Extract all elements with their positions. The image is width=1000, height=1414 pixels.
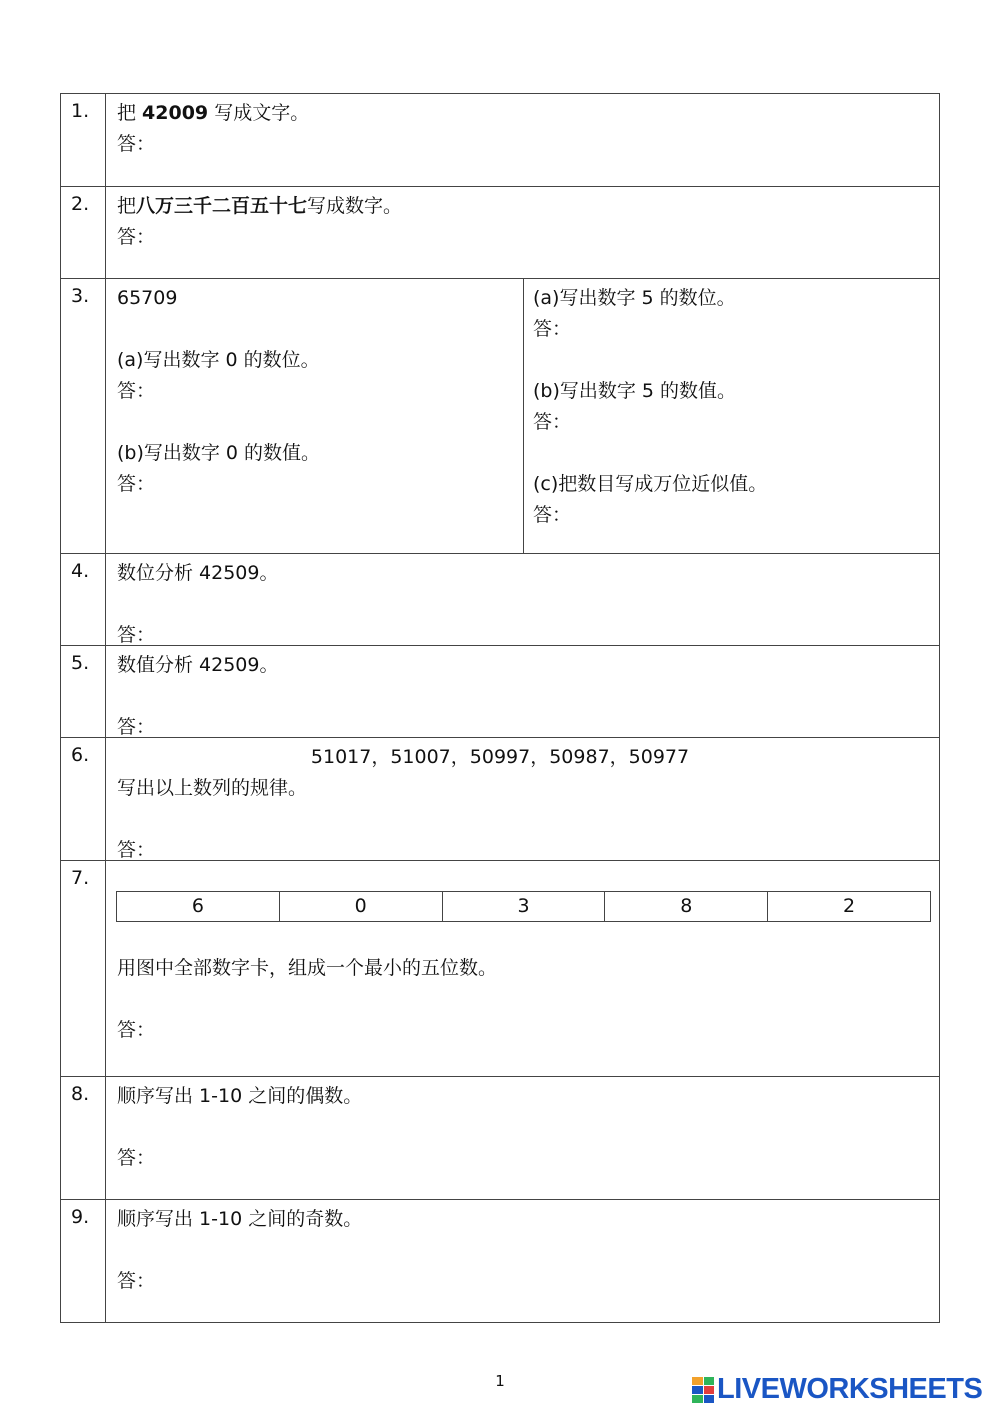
- question-number: 6.: [71, 744, 90, 766]
- question-row-6: [61, 738, 939, 861]
- digit-card: 0: [280, 892, 443, 921]
- sub-question: (a)写出数字 0 的数位。: [117, 349, 320, 371]
- digit-card: 3: [443, 892, 606, 921]
- answer-label[interactable]: 答：: [533, 504, 572, 526]
- question-prompt: 顺序写出 1-10 之间的奇数。: [117, 1208, 363, 1230]
- digit-card: 6: [117, 892, 280, 921]
- answer-label[interactable]: 答：: [117, 473, 156, 495]
- answer-label[interactable]: 答：: [533, 318, 572, 340]
- answer-label[interactable]: 答：: [117, 839, 156, 861]
- question-number: 2.: [71, 193, 90, 215]
- question-number: 9.: [71, 1206, 90, 1228]
- question-prompt: 把八万三千二百五十七写成数字。: [117, 195, 403, 217]
- question-row-2: [61, 187, 939, 279]
- answer-label[interactable]: 答：: [117, 716, 156, 738]
- sub-question: (a)写出数字 5 的数位。: [533, 287, 736, 309]
- worksheet-table: [60, 93, 940, 1323]
- question-row-9: [61, 1200, 939, 1322]
- question-prompt: 数位分析 42509。: [117, 562, 279, 584]
- question-prompt: 写出以上数列的规律。: [117, 777, 308, 799]
- logo-text: LIVEWORKSHEETS: [717, 1373, 983, 1405]
- question-prompt: 把 42009 写成文字。: [117, 102, 310, 124]
- answer-label[interactable]: 答：: [117, 380, 156, 402]
- digit-card: 2: [843, 895, 856, 917]
- question-prompt: 顺序写出 1-10 之间的偶数。: [117, 1085, 363, 1107]
- digit-cards: [116, 891, 931, 922]
- logo-icon: [692, 1377, 714, 1403]
- question-number: 1.: [71, 100, 90, 122]
- question-row-4: [61, 554, 939, 646]
- question-row-7: [61, 861, 939, 1077]
- sub-question: (b)写出数字 5 的数值。: [533, 380, 737, 402]
- answer-label[interactable]: 答：: [117, 1019, 156, 1041]
- answer-label[interactable]: 答：: [117, 226, 156, 248]
- question-row-5: [61, 646, 939, 738]
- question-prompt: 数值分析 42509。: [117, 654, 279, 676]
- sub-question: (b)写出数字 0 的数值。: [117, 442, 321, 464]
- sub-question: (c)把数目写成万位近似值。: [533, 473, 768, 495]
- given-number: 65709: [117, 287, 178, 309]
- question-number: 4.: [71, 560, 90, 582]
- question-number: 3.: [71, 285, 90, 307]
- answer-label[interactable]: 答：: [533, 411, 572, 433]
- digit-card: 8: [605, 892, 768, 921]
- answer-label[interactable]: 答：: [117, 133, 156, 155]
- question-row-1: [61, 94, 939, 187]
- answer-label[interactable]: 答：: [117, 1270, 156, 1292]
- question-prompt: 用图中全部数字卡，组成一个最小的五位数。: [117, 957, 498, 979]
- answer-label[interactable]: 答：: [117, 624, 156, 646]
- column-divider: [523, 279, 524, 553]
- question-row-3: [61, 279, 939, 554]
- number-sequence: 51017，51007，50997，50987，50977: [310, 746, 690, 768]
- question-number: 5.: [71, 652, 90, 674]
- question-row-8: [61, 1077, 939, 1200]
- question-number: 7.: [71, 867, 90, 889]
- answer-label[interactable]: 答：: [117, 1147, 156, 1169]
- page-number: 1: [495, 1372, 505, 1390]
- question-number: 8.: [71, 1083, 90, 1105]
- liveworksheets-logo: [692, 1373, 982, 1406]
